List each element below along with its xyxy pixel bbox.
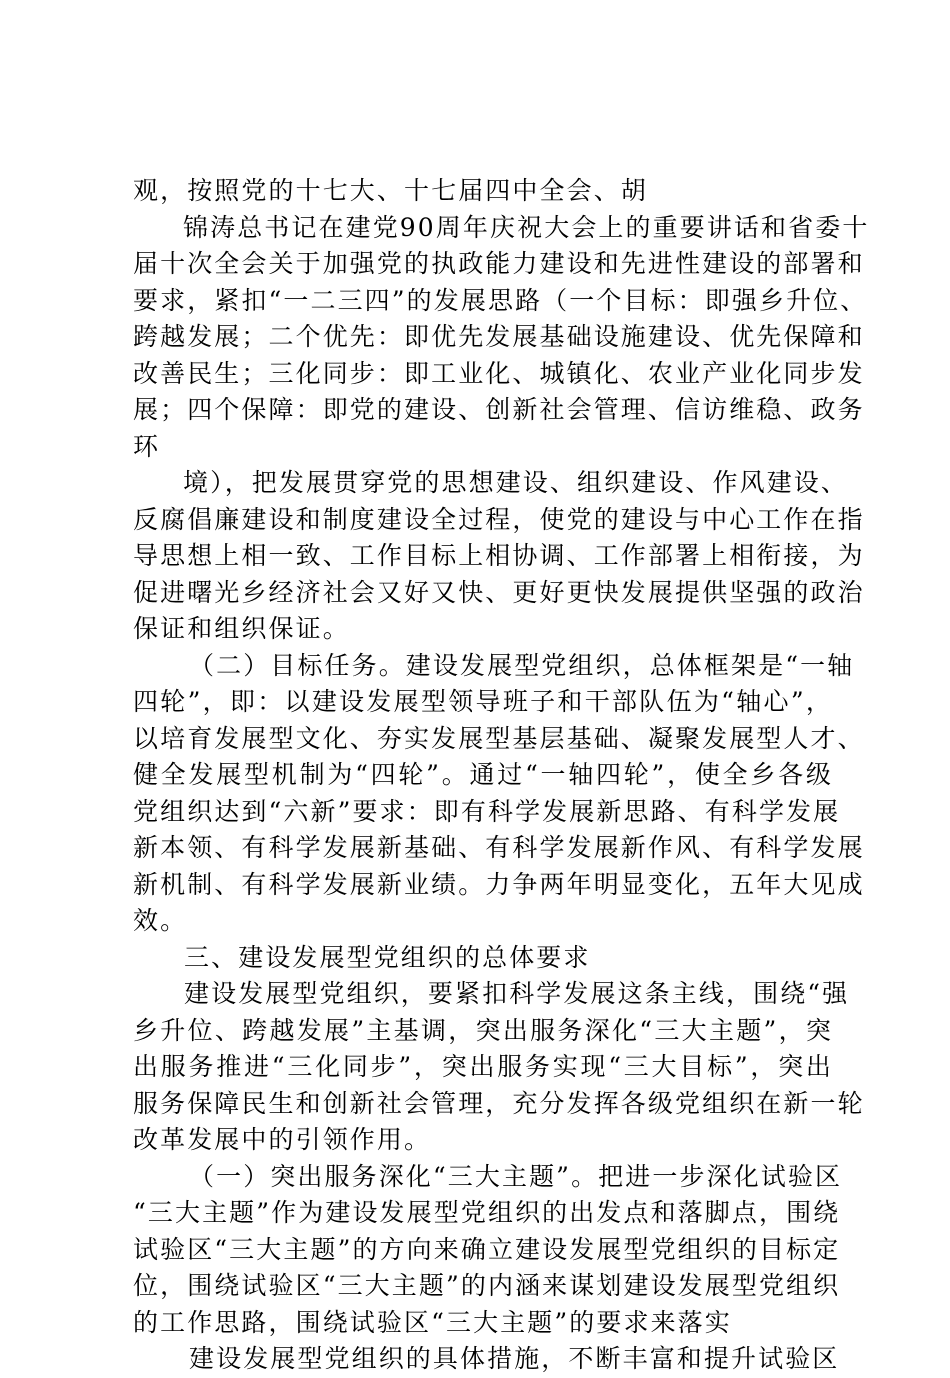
text-line: 建设发展型党组织，要紧扣科学发展这条主线，围绕“强 [184, 979, 850, 1008]
text-line: 新本领、有科学发展新基础、有科学发展新作风、有科学发展 [133, 833, 865, 862]
text-line: 试验区“三大主题”的方向来确立建设发展型党组织的目标定 [133, 1234, 841, 1264]
text-line: 锦涛总书记在建党90周年庆祝大会上的重要讲话和省委十 [183, 212, 870, 242]
text-line: 新机制、有科学发展新业绩。力争两年明显变化，五年大见成 [133, 869, 865, 899]
text-line: 展；四个保障：即党的建设、创新社会管理、信访维稳、政务 [133, 395, 865, 424]
text-line: 保证和组织保证。 [133, 614, 350, 643]
text-line: 出服务推进“三化同步”，突出服务实现“三大目标”，突出 [133, 1052, 833, 1081]
text-line: 反腐倡廉建设和制度建设全过程，使党的建设与中心工作在指 [133, 504, 865, 534]
text-line: 要求，紧扣“一二三四”的发展思路（一个目标：即强乡升位、 [133, 285, 868, 315]
text-line: （二）目标任务。建设发展型党组织，总体框架是“一轴 [189, 650, 855, 680]
document-body [133, 173, 870, 1378]
text-line: （一）突出服务深化“三大主题”。把进一步深化试验区 [189, 1161, 843, 1191]
text-line: 建设发展型党组织的具体措施，不断丰富和提升试验区 [189, 1344, 840, 1373]
text-line: 导思想上相一致、工作目标上相协调、工作部署上相衔接，为 [133, 541, 865, 570]
text-line: 观，按照党的十七大、十七届四中全会、胡 [133, 176, 648, 205]
text-line: 乡升位、跨越发展”主基调，突出服务深化“三大主题”，突 [133, 1015, 833, 1045]
text-line: 四轮”，即：以建设发展型领导班子和干部队伍为“轴心”， [133, 687, 833, 716]
text-line: 以培育发展型文化、夯实发展型基层基础、凝聚发展型人才、 [133, 723, 865, 753]
text-line: 跨越发展；二个优先：即优先发展基础设施建设、优先保障和 [133, 322, 865, 351]
text-line: “三大主题”作为建设发展型党组织的出发点和落脚点，围绕 [133, 1198, 841, 1227]
text-line: 境），把发展贯穿党的思想建设、组织建设、作风建设、 [183, 468, 849, 497]
text-line: 环 [133, 431, 161, 461]
text-line: 促进曙光乡经济社会又好又快、更好更快发展提供坚强的政治 [133, 577, 865, 607]
text-line: 效。 [133, 906, 188, 935]
text-line: 改革发展中的引领作用。 [133, 1125, 432, 1154]
text-line: 届十次全会关于加强党的执政能力建设和先进性建设的部署和 [133, 249, 865, 278]
text-line: 的工作思路，围绕试验区“三大主题”的要求来落实 [133, 1307, 732, 1337]
text-line: 位，围绕试验区“三大主题”的内涵来谋划建设发展型党组织 [133, 1271, 841, 1300]
text-line: 健全发展型机制为“四轮”。通过“一轴四轮”，使全乡各级 [133, 760, 833, 789]
text-line: 党组织达到“六新”要求：即有科学发展新思路、有科学发展 [133, 796, 841, 826]
section-heading: 三、建设发展型党组织的总体要求 [184, 942, 591, 972]
text-line: 改善民生；三化同步：即工业化、城镇化、农业产业化同步发 [133, 358, 865, 388]
text-line: 服务保障民生和创新社会管理，充分发挥各级党组织在新一轮 [133, 1088, 865, 1118]
